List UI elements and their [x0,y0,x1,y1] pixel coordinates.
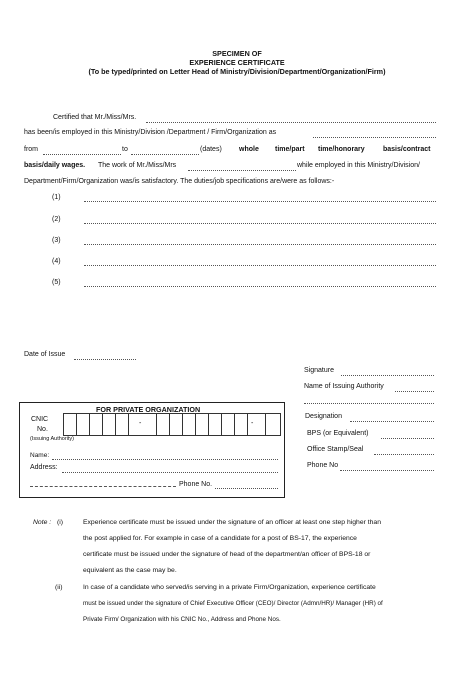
note-i-line: Experience certificate must be issued under the signature of an officer at least one step higher than [83,519,381,526]
private-phone-dashes[interactable] [30,486,176,487]
private-name-field[interactable] [52,459,278,460]
duty-item-number: (5) [52,279,61,286]
time-honorary-text: time/honorary [318,146,365,153]
cnic-cell[interactable] [222,414,235,435]
cnic-cell[interactable] [248,414,266,435]
note-ii-line: must be issued under the signature of Chief Executive Officer (CEO)/ Director (Admn/HR)/ Manager (HR) of [83,600,383,607]
cnic-cell[interactable] [64,414,77,435]
designation-field[interactable] [350,421,434,422]
employed-text: has been/is employed in this Ministry/Division /Department / Firm/Organization as [24,129,277,136]
private-phone-label: Phone No. [179,481,213,488]
note-i-line: certificate must be issued under the signature of head of the department/an officer of BPS-18 or [83,551,371,558]
bps-label: BPS (or Equivalent) [307,430,369,437]
office-stamp-label: Office Stamp/Seal [307,446,364,453]
name-field[interactable] [146,122,436,123]
duty-item-number: (3) [52,237,61,244]
whole-text: whole [239,146,259,153]
cnic-cell[interactable] [116,414,129,435]
signature-label: Signature [304,367,334,374]
duty-item-field[interactable] [84,286,436,287]
issuing-authority-small: (Issuing Authority) [30,436,75,442]
designation-line-field[interactable] [313,137,436,138]
date-of-issue-field[interactable] [74,359,136,360]
private-phone-field[interactable] [215,488,278,489]
doc-subtitle: (To be typed/printed on Letter Head of Ministry/Division/Department/Organization/Firm) [88,67,386,76]
office-stamp-field[interactable] [374,454,434,455]
phone-label: Phone No [307,462,339,469]
duty-item-field[interactable] [84,223,436,224]
work-of-name-field[interactable] [188,170,296,171]
duty-item-number: (4) [52,258,61,265]
basis-contract-text: basis/contract [383,146,431,153]
duty-item-field[interactable] [84,265,436,266]
date-of-issue-label: Date of Issue [24,351,66,358]
to-date-field[interactable] [131,154,199,155]
duty-item-field[interactable] [84,244,436,245]
cnic-label: CNIC [31,416,49,423]
note-i-line: equivalent as the case may be. [83,567,177,574]
from-label: from [24,146,38,153]
doc-title-certificate: EXPERIENCE CERTIFICATE [189,58,285,67]
note-label: Note : [33,519,52,526]
cnic-cell[interactable] [129,414,157,435]
note-i-number: (i) [57,519,64,526]
private-org-title: FOR PRIVATE ORGANIZATION [96,405,201,414]
cnic-cell[interactable] [209,414,222,435]
cnic-cell[interactable] [77,414,90,435]
private-address-label: Address: [30,464,58,471]
doc-title-specimen: SPECIMEN OF [212,49,262,58]
cnic-cell[interactable] [235,414,248,435]
while-employed-text: while employed in this Ministry/Division/ [297,162,420,169]
work-of-text: The work of Mr./Miss/Mrs [98,162,177,169]
signature-field[interactable] [341,375,434,376]
private-name-label: Name: [30,452,50,459]
to-label: to [122,146,128,153]
cnic-separator: - [251,420,254,427]
private-address-field[interactable] [62,472,278,473]
phone-field[interactable] [340,470,434,471]
issuing-authority-field-2[interactable] [304,403,434,404]
note-ii-number: (ii) [55,584,63,591]
dates-label: (dates) [200,146,222,153]
cnic-cell[interactable] [183,414,196,435]
cnic-cell[interactable] [103,414,116,435]
cnic-no-label: No. [37,426,48,433]
basis-daily-text: basis/daily wages. [24,162,86,169]
designation-label: Designation [305,413,342,420]
duty-item-field[interactable] [84,201,436,202]
cnic-cell[interactable] [157,414,170,435]
department-text: Department/Firm/Organization was/is satisfactory. The duties/job specifications are/were as follows:- [24,178,335,185]
note-i-line: the post applied for. For example in case of a candidate for a post of BS-17, the experience [83,535,357,542]
from-date-field[interactable] [43,154,121,155]
cnic-digit-grid[interactable] [63,413,281,436]
note-ii-line: Private Firm/ Organization with his CNIC No., Address and Phone Nos. [83,616,281,623]
cnic-cell[interactable] [170,414,183,435]
issuing-authority-label: Name of Issuing Authority [304,383,384,390]
cnic-separator: - [139,420,142,427]
certified-text: Certified that Mr./Miss/Mrs. [53,114,137,121]
duty-item-number: (1) [52,194,61,201]
note-ii-line: In case of a candidate who served/is serving in a private Firm/Organization, experience certificate [83,584,376,591]
duty-item-number: (2) [52,216,61,223]
cnic-cell[interactable] [196,414,209,435]
bps-field[interactable] [381,438,434,439]
time-part-text: time/part [275,146,305,153]
issuing-authority-field[interactable] [395,391,434,392]
cnic-cell[interactable] [90,414,103,435]
